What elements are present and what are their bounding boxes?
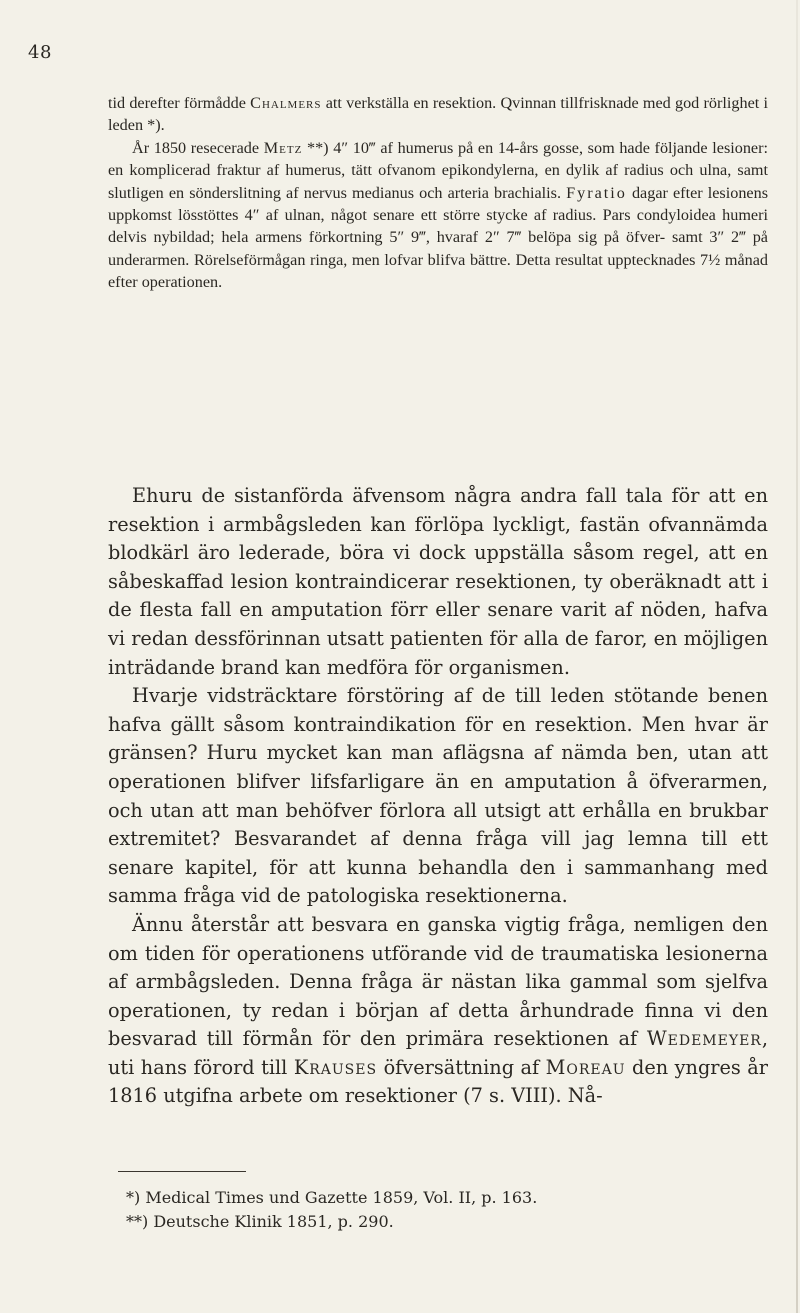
footnote-2: **) Deutsche Klinik 1851, p. 290. — [126, 1212, 394, 1231]
text-run: att verkställa en resektion. Qvinnan tillfrisknade med god rörlighet i leden *). — [108, 94, 768, 135]
author-name: Chalmers — [250, 94, 322, 112]
text-run: **) 4″ 10‴ af humerus på en 14-års gosse, som hade följande lesioner: en komplicerad fraktur af humerus, tätt ofvanom epikondylerna, en dylik af radius och ulna, samt slutligen en sönderslitning af nervus medianus och arteria brachialis. — [108, 138, 768, 202]
body-paragraph-2: Hvarje vidsträcktare förstöring af de till leden stötande benen hafva gällt såsom kontraindikation för en resektion. Men hvar är gränsen? Huru mycket kan man aflägsna af nämda ben, utan att operationen blifver lifsfarligare än en amputation å öfverarmen, och utan att man behöfver förlora all utsigt att erhålla en brukbar extremitet? Besvarandet af denna fråga vill jag lemna till ett senare kapitel, för att kunna behandla den i sammanhang med samma fråga vid de patologiska resektionerna. — [108, 684, 768, 908]
text-run: År 1850 resecerade — [132, 138, 264, 157]
footnotes — [126, 1186, 746, 1234]
text-run: Ännu återstår att besvara en ganska vigtig fråga, nemligen den om tiden för operationens utförande vid de traumatiska lesionerna af armbågsleden. Denna fråga är nästan lika gammal som sjelfva operationen, ty redan i början af detta århundrade finna vi den besvarad till förmån för den primära resektionen af — [108, 912, 768, 1051]
page-number: 48 — [28, 42, 52, 63]
text-run: , uti hans förord till — [108, 1027, 768, 1079]
footnote-divider — [118, 1171, 246, 1172]
text-run: tid derefter förmådde — [108, 94, 251, 112]
text-run: öfversättning af — [377, 1055, 546, 1079]
spaced-word: Fyratio — [566, 183, 627, 202]
author-name: Moreau — [545, 1055, 626, 1079]
author-name: Metz — [263, 138, 303, 157]
body-paragraph-3 — [108, 911, 768, 1111]
main-text-block — [108, 482, 768, 1111]
case-report-block — [108, 92, 768, 294]
case-paragraph-2 — [108, 137, 768, 294]
author-name: Wedemeyer — [646, 1027, 762, 1051]
page-edge-shadow — [796, 0, 798, 1313]
case-paragraph-1 — [108, 92, 768, 137]
text-run: den yngres år 1816 utgifna arbete om resektioner (7 s. VIII). Nå- — [108, 1055, 769, 1108]
footnote-1: *) Medical Times und Gazette 1859, Vol. II, p. 163. — [126, 1188, 538, 1207]
body-paragraph-1: Ehuru de sistanförda äfvensom några andra fall tala för att en resektion i armbågsleden kan förlöpa lyckligt, fastän ofvannämda blodkärl äro lederade, böra vi dock uppställa såsom regel, att en såbeskaffad lesion kontraindicerar resektionen, ty oberäknadt att i de flesta fall en amputation förr eller senare varit af nöden, hafva vi redan dessförinnan utsatt patienten för alla de faror, en möjligen inträdande brand kan medföra för organismen. — [108, 484, 768, 679]
author-name: Krauses — [293, 1055, 378, 1079]
text-run: dagar efter lesionens uppkomst lösstöttes 4″ af ulnan, något senare ett större stycke af radius. Pars condyloidea humeri delvis nybildad; hela armens förkortning 5″ 9‴, hvaraf 2″ 7‴ belöpa sig på öfver- samt 3″ 2‴ på underarmen. Rörelseförmågan ringa, men lofvar blifva bättre. Detta resultat upptecknades 7½ månad efter operationen. — [108, 183, 768, 292]
